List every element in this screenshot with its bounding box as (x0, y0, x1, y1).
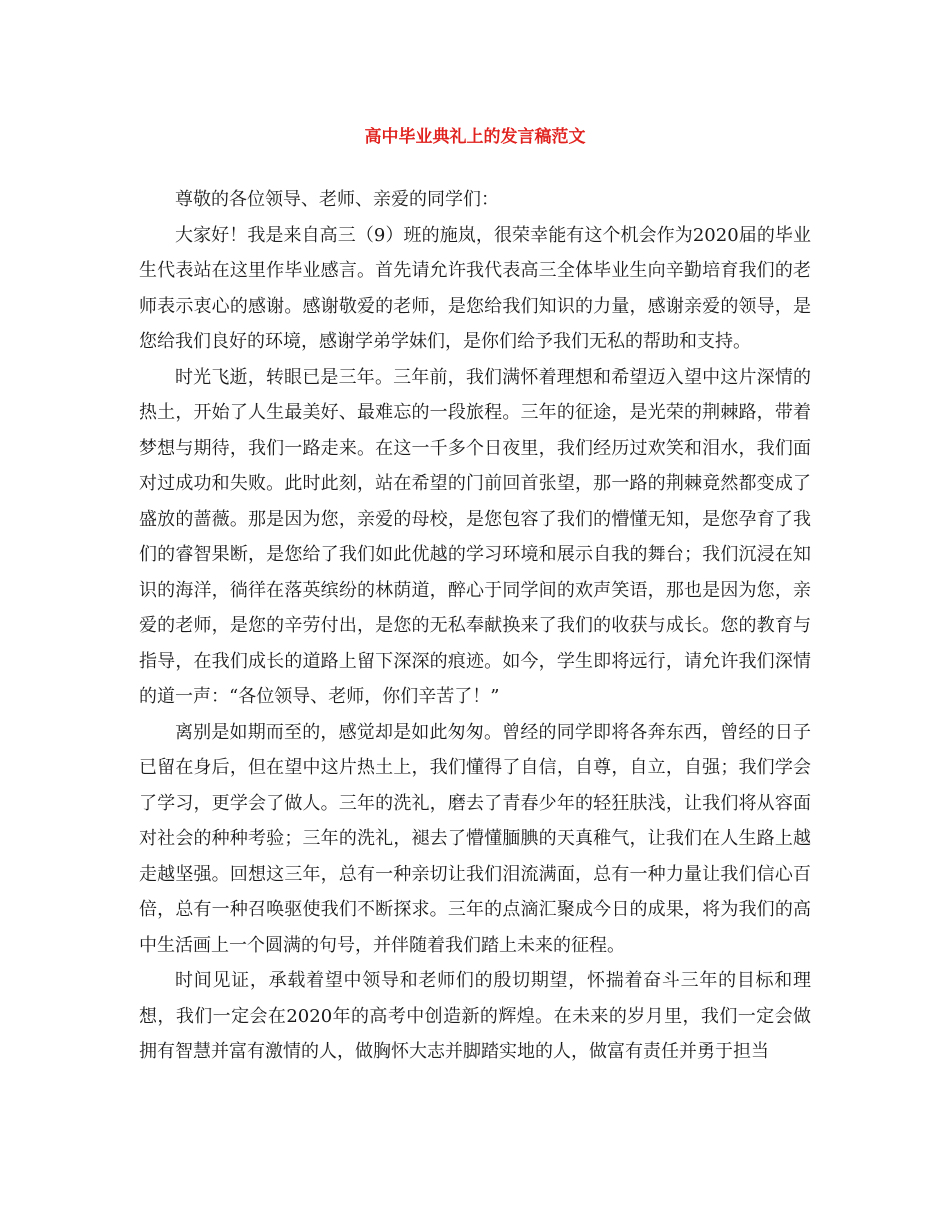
paragraph-future: 时间见证，承载着望中领导和老师们的殷切期望，怀揣着奋斗三年的目标和理想，我们一定会在2020年的高考中创造新的辉煌。在未来的岁月里，我们一定会做拥有智慧并富有激情的人，做胸怀大志并脚踏实地的人，做富有责任并勇于担当 (139, 970, 811, 1062)
paragraph-salutation: 尊敬的各位领导、老师、亲爱的同学们： (175, 189, 499, 210)
document-title: 高中毕业典礼上的发言稿范文 (364, 127, 586, 147)
paragraph-greeting: 大家好！我是来自高三（9）班的施岚，很荣幸能有这个机会作为2020届的毕业生代表站在这里作毕业感言。首先请允许我代表高三全体毕业生向辛勤培育我们的老师表示衷心的感谢。感谢敬爱的老师，是您给我们知识的力量，感谢亲爱的领导，是您给我们良好的环境，感谢学弟学妹们，是你们给予我们无私的帮助和支持。 (139, 224, 811, 352)
document-body (139, 182, 811, 1070)
paragraph-farewell: 离别是如期而至的，感觉却是如此匆匆。曾经的同学即将各奔东西，曾经的日子已留在身后，但在望中这片热土上，我们懂得了自信，自尊，自立，自强；我们学会了学习，更学会了做人。三年的洗礼，磨去了青春少年的轻狂肤浅，让我们将从容面对社会的种种考验；三年的洗礼，褪去了懵懂腼腆的天真稚气，让我们在人生路上越走越坚强。回想这三年，总有一种亲切让我们泪流满面，总有一种力量让我们信心百倍，总有一种召唤驱使我们不断探求。三年的点滴汇聚成今日的成果，将为我们的高中生活画上一个圆满的句号，并伴随着我们踏上未来的征程。 (139, 721, 811, 956)
paragraph-three-years: 时光飞逝，转眼已是三年。三年前，我们满怀着理想和希望迈入望中这片深情的热土，开始了人生最美好、最难忘的一段旅程。三年的征途，是光荣的荆棘路，带着梦想与期待，我们一路走来。在这一千多个日夜里，我们经历过欢笑和泪水，我们面对过成功和失败。此时此刻，站在希望的门前回首张望，那一路的荆棘竟然都变成了盛放的蔷薇。那是因为您，亲爱的母校，是您包容了我们的懵懂无知，是您孕育了我们的睿智果断，是您给了我们如此优越的学习环境和展示自我的舞台；我们沉浸在知识的海洋，徜徉在落英缤纷的林荫道，醉心于同学间的欢声笑语，那也是因为您，亲爱的老师，是您的辛劳付出，是您的无私奉献换来了我们的收获与成长。您的教育与指导，在我们成长的道路上留下深深的痕迹。如今，学生即将远行，请允许我们深情的道一声：“各位领导、老师，你们辛苦了！” (139, 366, 811, 707)
